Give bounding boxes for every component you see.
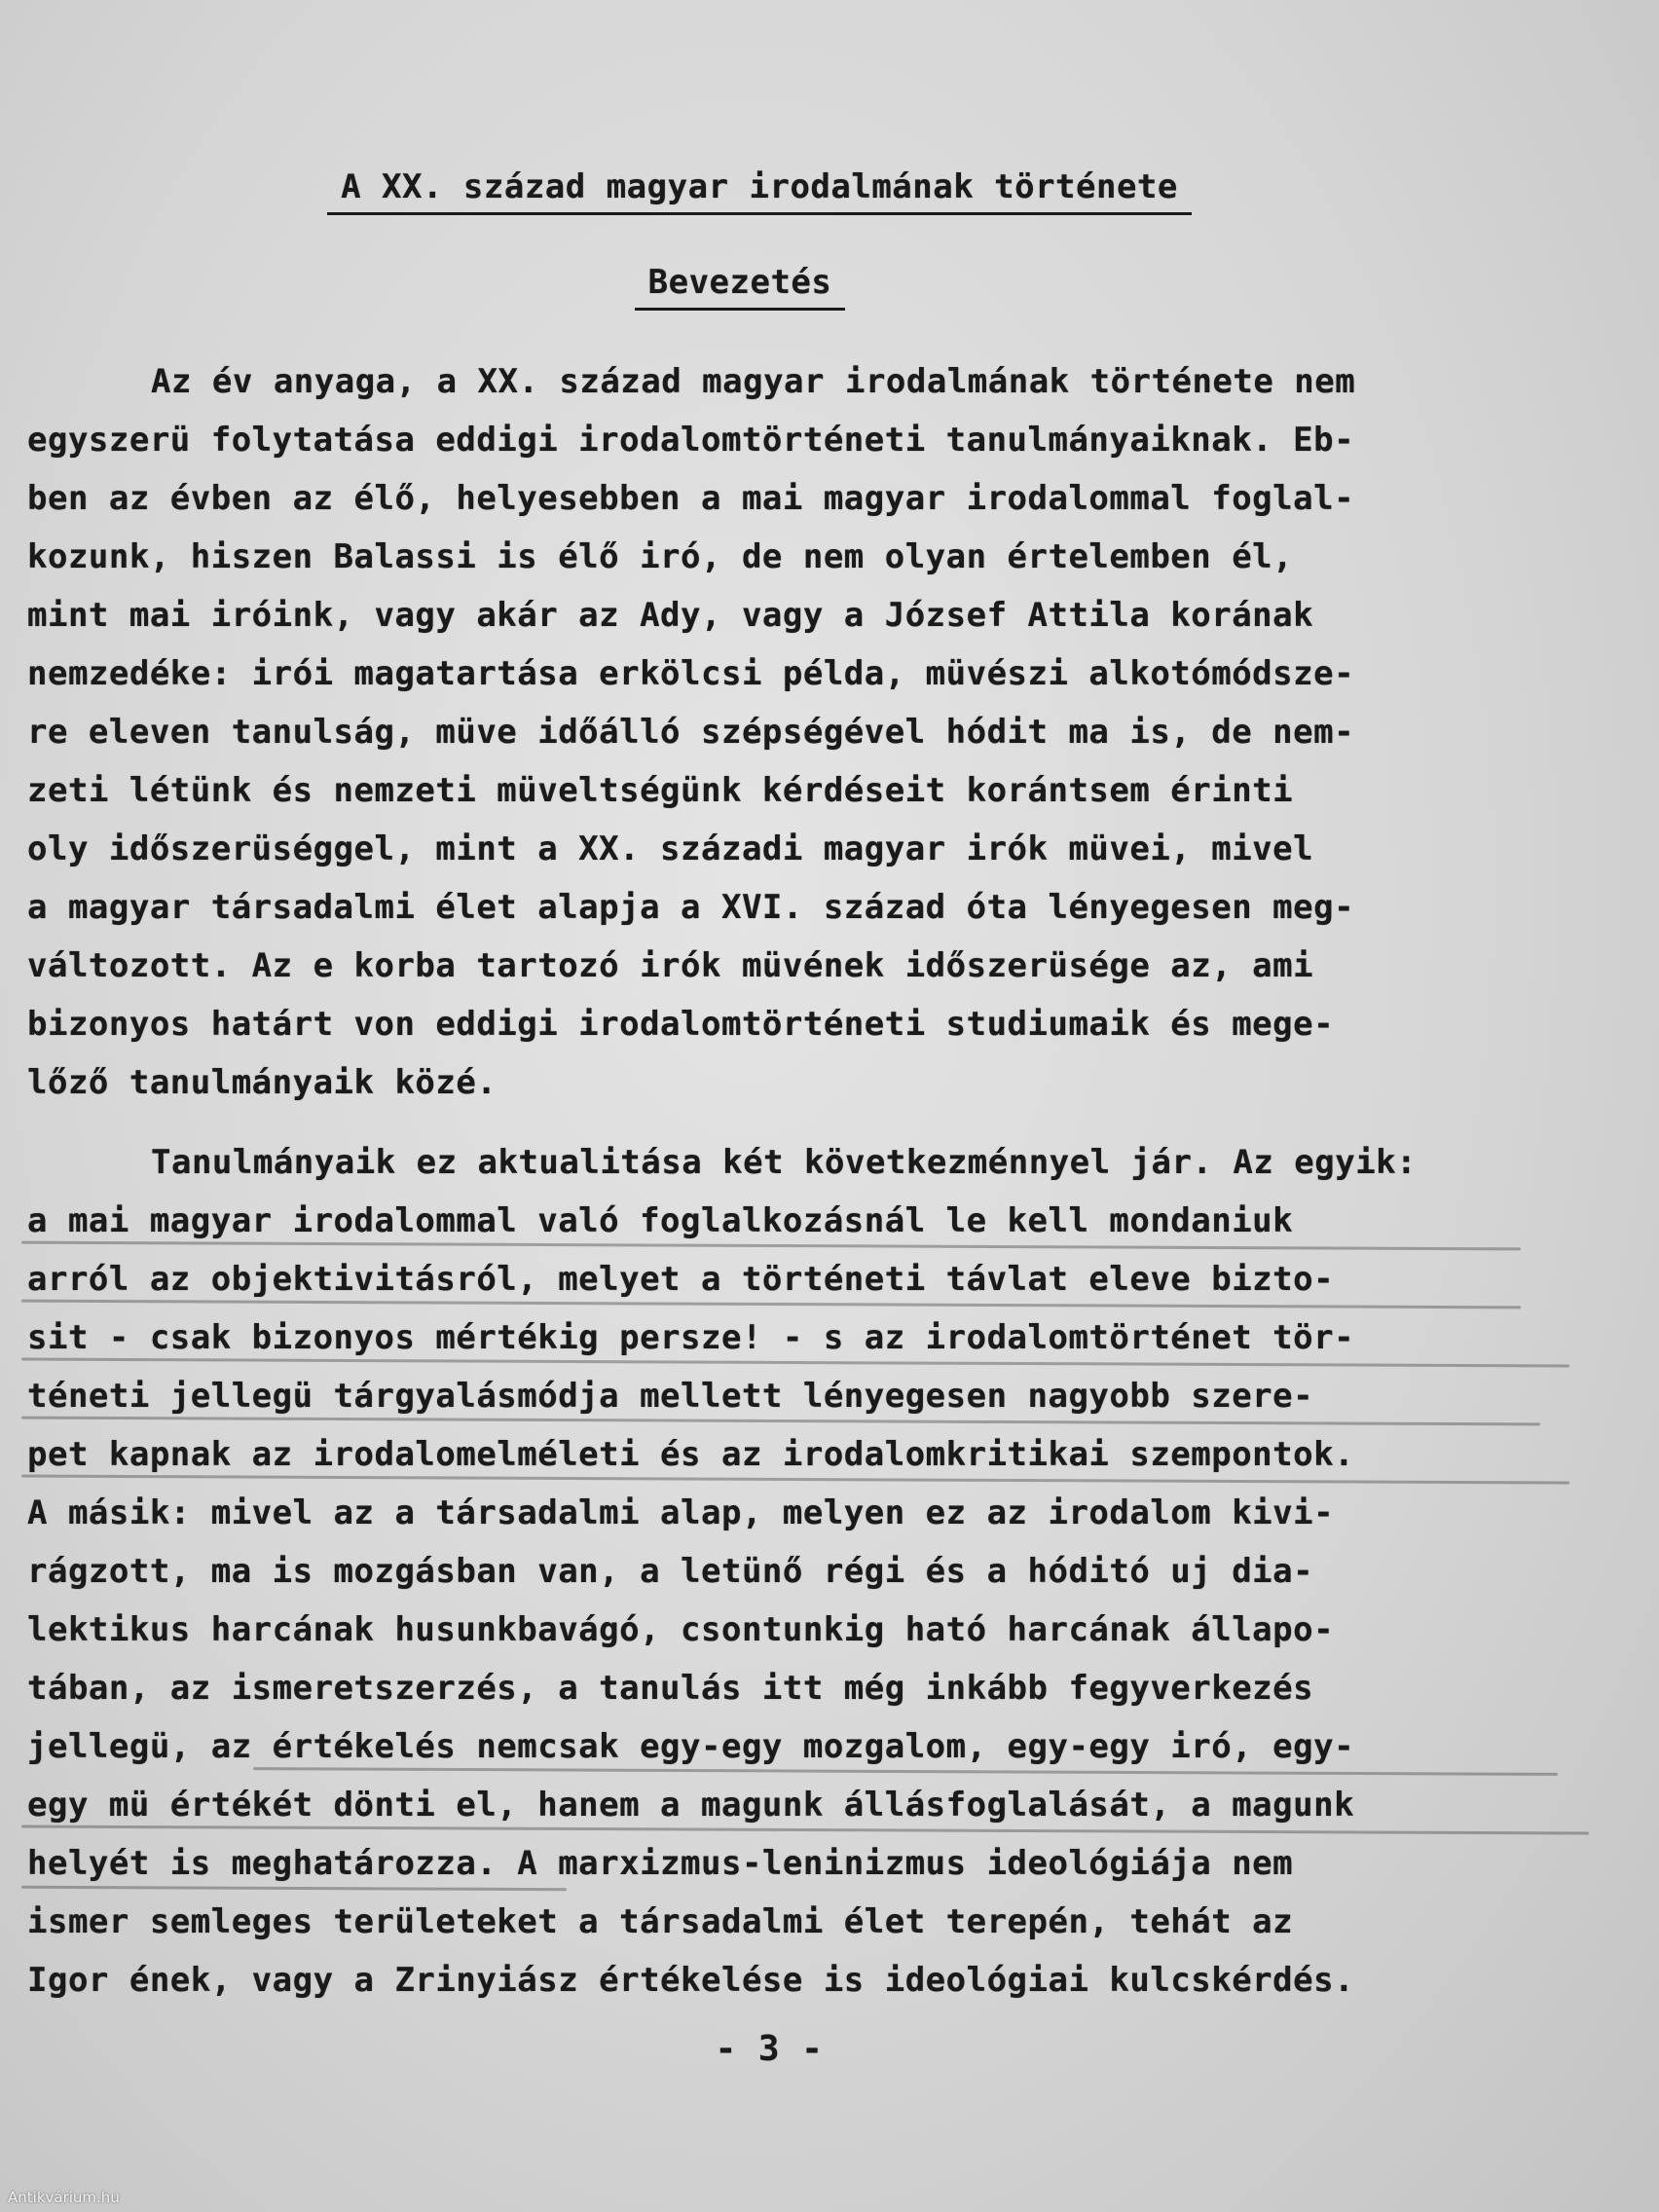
pencil-underline [21,1886,567,1891]
watermark-logo: Antikvárium.hu [8,2189,120,2206]
paragraph-2-line: egy mü értékét dönti el, hanem a magunk állásfoglalását, a magunk [27,1786,1355,1825]
paragraph-1-line: nemzedéke: irói magatartása erkölcsi példa, müvészi alkotómódsze- [27,654,1355,693]
paragraph-1-line: zeti létünk és nemzeti müveltségünk kérdéseit korántsem érinti [27,771,1294,810]
document-title-text: A XX. század magyar irodalmának története [327,166,1192,215]
paragraph-2-line: jellegü, az értékelés nemcsak egy-egy mozgalom, egy-egy iró, egy- [27,1727,1355,1766]
paragraph-2-line: A másik: mivel az a társadalmi alap, melyen ez az irodalom kivi- [27,1493,1335,1532]
paragraph-2-line: Tanulmányaik ez aktualitása két következménnyel jár. Az egyik: [151,1143,1418,1182]
paragraph-1-line: bizonyos határt von eddigi irodalomtörténeti studiumaik és mege- [27,1005,1335,1044]
paragraph-2-line: a mai magyar irodalommal való foglalkozásnál le kell mondaniuk [27,1201,1294,1240]
paragraph-1-line: a magyar társadalmi élet alapja a XVI. század óta lényegesen meg- [27,888,1355,927]
paragraph-2-line: ismer semleges területeket a társadalmi élet terepén, tehát az [27,1902,1294,1941]
paragraph-2-line: rágzott, ma is mozgásban van, a letünő régi és a hóditó uj dia- [27,1552,1314,1591]
pencil-underline [21,1241,1521,1251]
paragraph-2-line: téneti jellegü tárgyalásmódja mellett lényegesen nagyobb szere- [27,1377,1314,1416]
paragraph-1-line: változott. Az e korba tartozó irók müvének időszerüsége az, ami [27,946,1314,985]
page-number: - 3 - [715,2029,824,2069]
paragraph-1-line: Az év anyaga, a XX. század magyar irodalmának története nem [151,362,1356,401]
paragraph-1-line: ben az évben az élő, helyesebben a mai magyar irodalommal foglal- [27,479,1355,518]
paragraph-2-line: lektikus harcának husunkbavágó, csontunkig ható harcának állapo- [27,1610,1335,1649]
paragraph-1-line: lőző tanulmányaik közé. [27,1063,498,1102]
paragraph-2-line: arról az objektivitásról, melyet a történeti távlat eleve bizto- [27,1260,1335,1299]
pencil-underline [21,1358,1569,1368]
paragraph-1-line: egyszerü folytatása eddigi irodalomtörténeti tanulmányaiknak. Eb- [27,421,1355,460]
pencil-underline [21,1300,1521,1309]
paragraph-2-line: sit - csak bizonyos mértékig persze! - s az irodalomtörténet tör- [27,1318,1355,1357]
pencil-underline [21,1475,1569,1485]
section-heading [127,261,1353,311]
paragraph-1-line: re eleven tanulság, müve időálló szépségével hódit ma is, de nem- [27,713,1355,752]
paragraph-2-line: Igor ének, vagy a Zrinyiász értékelése is ideológiai kulcskérdés. [27,1961,1355,2000]
paragraph-1-line: oly időszerüséggel, mint a XX. századi magyar irók müvei, mivel [27,830,1314,868]
paragraph-1-line: mint mai iróink, vagy akár az Ady, vagy a József Attila korának [27,596,1314,635]
pencil-underline [253,1767,1558,1776]
document-title [0,166,1519,215]
paragraph-1-line: kozunk, hiszen Balassi is élő iró, de nem olyan értelemben él, [27,537,1294,576]
paragraph-2-line: pet kapnak az irodalomelméleti és az irodalomkritikai szempontok. [27,1435,1355,1474]
paragraph-2-line: helyét is meghatározza. A marxizmus-leninizmus ideológiája nem [27,1844,1294,1883]
section-heading-text: Bevezetés [635,261,846,311]
pencil-underline [21,1417,1540,1426]
paragraph-2-line: tában, az ismeretszerzés, a tanulás itt még inkább fegyverkezés [27,1669,1314,1708]
